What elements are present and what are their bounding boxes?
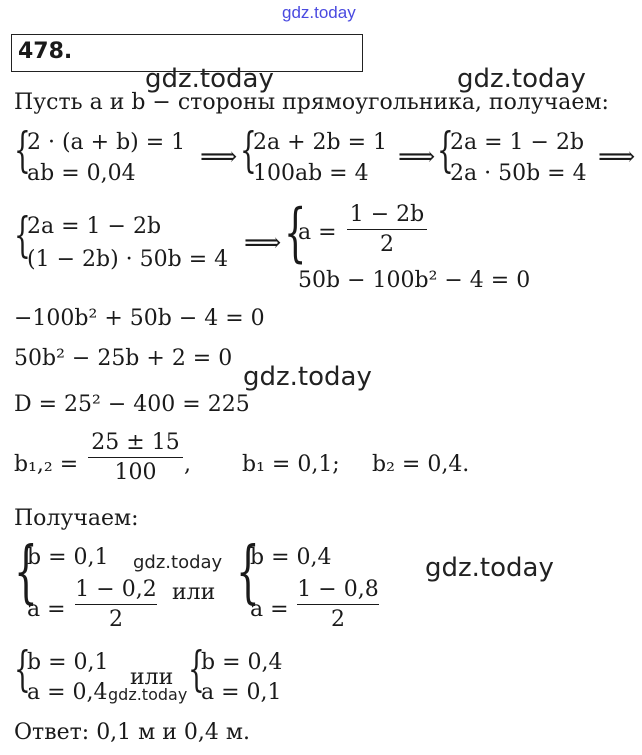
implies-arrow: ⟹ — [598, 142, 636, 172]
equation-1: −100b² + 50b − 4 = 0 — [14, 306, 265, 331]
case1-fraction — [75, 577, 157, 632]
fraction-numerator: 25 ± 15 — [91, 430, 180, 455]
system4-line1: 2a = 1 − 2b — [27, 214, 162, 239]
system1-line1: 2 · (a + b) = 1 — [27, 130, 186, 155]
implies-arrow: ⟹ — [398, 142, 436, 172]
or-text: или — [172, 580, 216, 605]
roots-comma: , — [184, 452, 191, 477]
system3-line1: 2a = 1 − 2b — [450, 130, 585, 155]
answer-text: Ответ: 0,1 м и 0,4 м. — [14, 720, 251, 745]
left-brace: { — [14, 207, 31, 263]
system1-line2: ab = 0,04 — [27, 161, 136, 186]
fraction-denominator: 2 — [331, 607, 345, 632]
fraction-denominator: 2 — [109, 607, 123, 632]
watermark: gdz.today — [133, 552, 223, 573]
intro-text: Пусть a и b − стороны прямоугольника, получаем: — [14, 90, 609, 115]
final1-line1: b = 0,1 — [27, 650, 109, 675]
left-brace: { — [188, 641, 205, 697]
root-b1: b₁ = 0,1; — [242, 452, 340, 477]
or-text: или — [130, 665, 174, 690]
implies-arrow: ⟹ — [200, 142, 238, 172]
system5-line2: 50b − 100b² − 4 = 0 — [298, 268, 531, 293]
case2-a-eq: a = — [250, 597, 289, 622]
fraction-bar — [347, 229, 427, 230]
fraction-numerator: 1 − 0,8 — [297, 577, 379, 602]
case2-fraction — [297, 577, 379, 632]
roots-lhs: b₁,₂ = — [14, 452, 79, 477]
task-number: 478. — [18, 39, 73, 64]
final1-line2: a = 0,4 — [27, 680, 108, 705]
watermark-top: gdz.today — [282, 3, 356, 22]
get-label: Получаем: — [14, 506, 139, 531]
watermark: gdz.today — [145, 64, 274, 94]
system2-line1: 2a + 2b = 1 — [253, 130, 388, 155]
case1-line1: b = 0,1 — [27, 545, 109, 570]
root-b2: b₂ = 0,4. — [372, 452, 470, 477]
fraction-bar — [297, 604, 379, 605]
roots-fraction — [88, 430, 183, 485]
left-brace: { — [14, 641, 31, 697]
system5-a-eq: a = — [298, 220, 337, 245]
system3-line2: 2a · 50b = 4 — [450, 161, 587, 186]
fraction-bar — [88, 457, 183, 458]
equation-2: 50b² − 25b + 2 = 0 — [14, 346, 233, 371]
fraction-denominator: 100 — [114, 460, 157, 485]
fraction-numerator: 1 − 2b — [349, 202, 425, 227]
case2-line1: b = 0,4 — [250, 545, 332, 570]
equation-discriminant: D = 25² − 400 = 225 — [14, 392, 250, 417]
left-brace: { — [437, 122, 454, 178]
left-brace: { — [236, 533, 260, 612]
case1-a-eq: a = — [27, 597, 66, 622]
watermark: gdz.today — [425, 553, 554, 583]
left-brace: { — [14, 533, 38, 612]
fraction — [347, 202, 427, 257]
left-brace: { — [284, 196, 307, 270]
watermark: gdz.today — [457, 64, 586, 94]
fraction-denominator: 2 — [380, 232, 394, 257]
system4-line2: (1 − 2b) · 50b = 4 — [27, 247, 229, 272]
left-brace: { — [14, 122, 31, 178]
watermark: gdz.today — [243, 362, 372, 392]
fraction-bar — [75, 604, 157, 605]
left-brace: { — [240, 122, 257, 178]
fraction-numerator: 1 − 0,2 — [75, 577, 157, 602]
final2-line2: a = 0,1 — [201, 680, 282, 705]
final2-line1: b = 0,4 — [201, 650, 283, 675]
implies-arrow: ⟹ — [244, 228, 282, 258]
watermark: gdz.today — [108, 685, 188, 704]
system2-line2: 100ab = 4 — [253, 161, 369, 186]
